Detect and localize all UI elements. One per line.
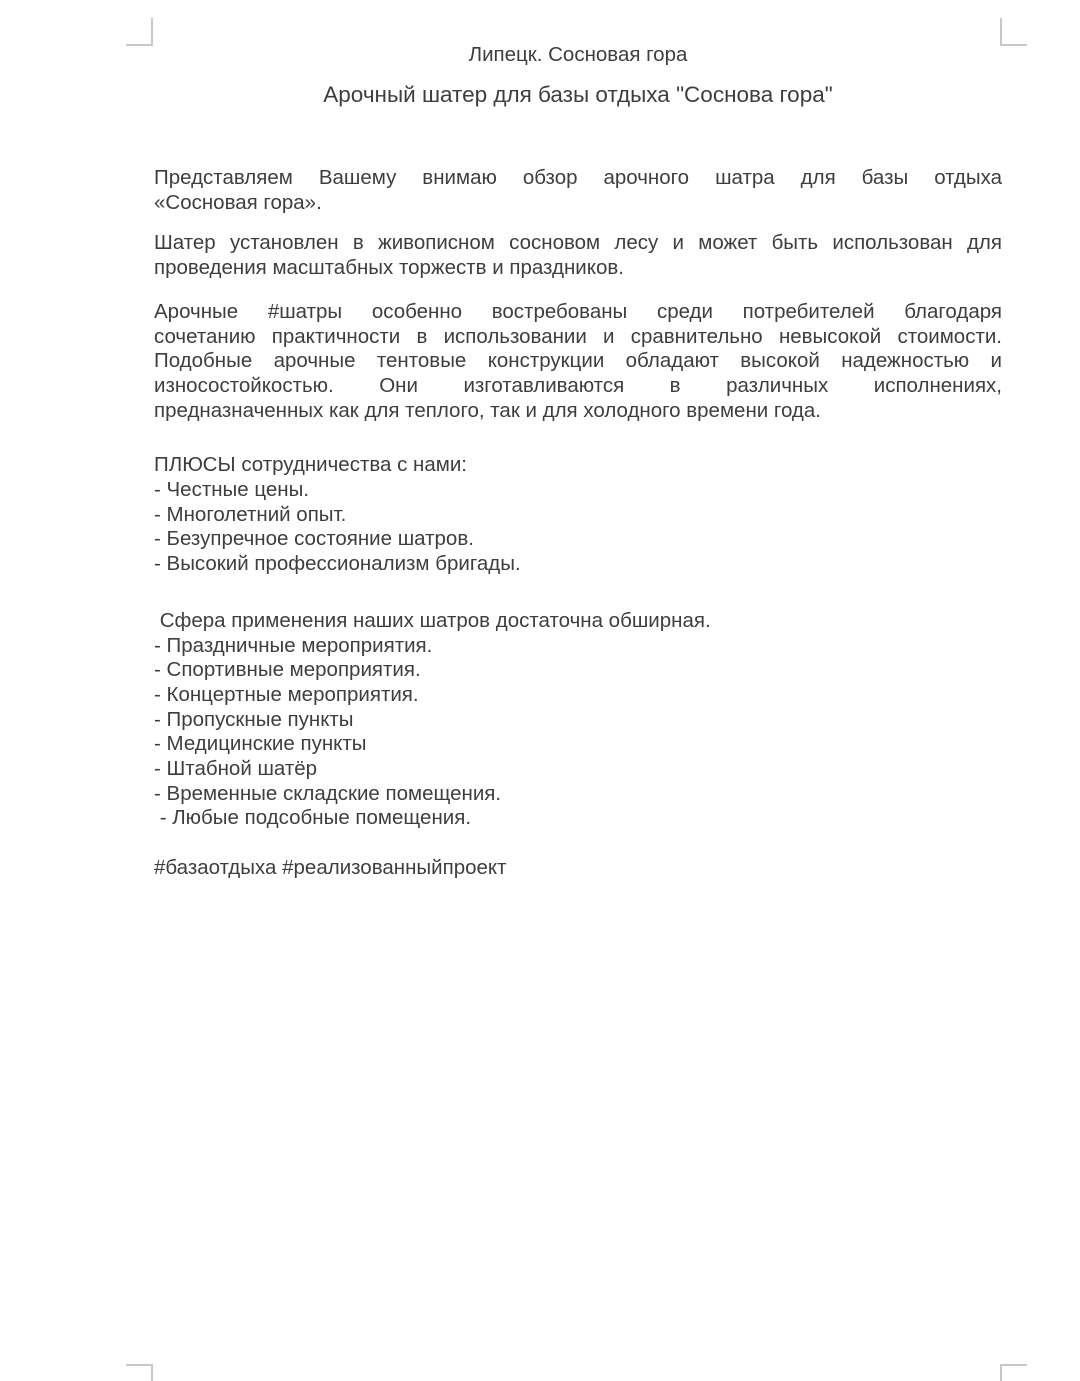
scope-heading: Сфера применения наших шатров достаточна обширная. [154, 608, 711, 632]
paragraph-line: «Сосновая гора». [154, 190, 322, 214]
location-heading: Липецк. Сосновая гора [468, 43, 688, 66]
list-item: - Честные цены. [154, 478, 310, 502]
paragraph-line: сочетанию практичности в использовании и сравнительно невысокой стоимости. [154, 324, 1002, 348]
document-content [0, 42, 1080, 881]
crop-mark-bottom-left [126, 1364, 153, 1381]
paragraph-intro [154, 166, 1002, 215]
paragraph-line: проведения масштабных торжеств и праздников. [154, 256, 624, 280]
list-item: - Штабной шатёр [154, 757, 318, 781]
paragraph-setting [154, 231, 1002, 280]
paragraph-line: износостойкостью. Они изготавливаются в различных исполнениях, [154, 373, 1002, 397]
list-item: - Любые подсобные помещения. [154, 806, 472, 830]
paragraph-line: предназначенных как для теплого, так и для холодного времени года. [154, 398, 821, 422]
document-title: Арочный шатер для базы отдыха "Соснова гора" [323, 82, 833, 107]
list-item: - Безупречное состояние шатров. [154, 527, 474, 551]
crop-mark-bottom-right [1000, 1364, 1027, 1381]
list-item: - Многолетний опыт. [154, 502, 347, 526]
crop-mark-top-left [126, 18, 153, 46]
pluses-heading: ПЛЮСЫ сотрудничества с нами: [154, 453, 467, 477]
list-item: - Временные складские помещения. [154, 781, 502, 805]
paragraph-line: Арочные #шатры особенно востребованы среди потребителей благодаря [154, 299, 1002, 323]
hashtag: #базаотдыха [154, 856, 277, 880]
list-item: - Праздничные мероприятия. [154, 633, 433, 657]
hashtag: #реализованныйпроект [282, 856, 507, 880]
list-item: - Пропускные пункты [154, 707, 354, 731]
list-item: - Спортивные мероприятия. [154, 658, 421, 682]
list-item: - Медицинские пункты [154, 732, 367, 756]
paragraph-line: Подобные арочные тентовые конструкции обладают высокой надежностью и [154, 349, 1002, 373]
list-item: - Высокий профессионализм бригады. [154, 552, 521, 576]
paragraph-benefits [154, 300, 1002, 424]
pluses-section [154, 453, 1002, 577]
paragraph-line: Представляем Вашему внимаю обзор арочного шатра для базы отдыха [154, 166, 1002, 189]
crop-mark-top-right [1000, 18, 1027, 46]
hashtags-line [154, 856, 1002, 881]
paragraph-line: Шатер установлен в живописном сосновом лесу и может быть использован для [154, 231, 1002, 255]
list-item: - Концертные мероприятия. [154, 682, 419, 706]
scope-section [154, 609, 1002, 831]
